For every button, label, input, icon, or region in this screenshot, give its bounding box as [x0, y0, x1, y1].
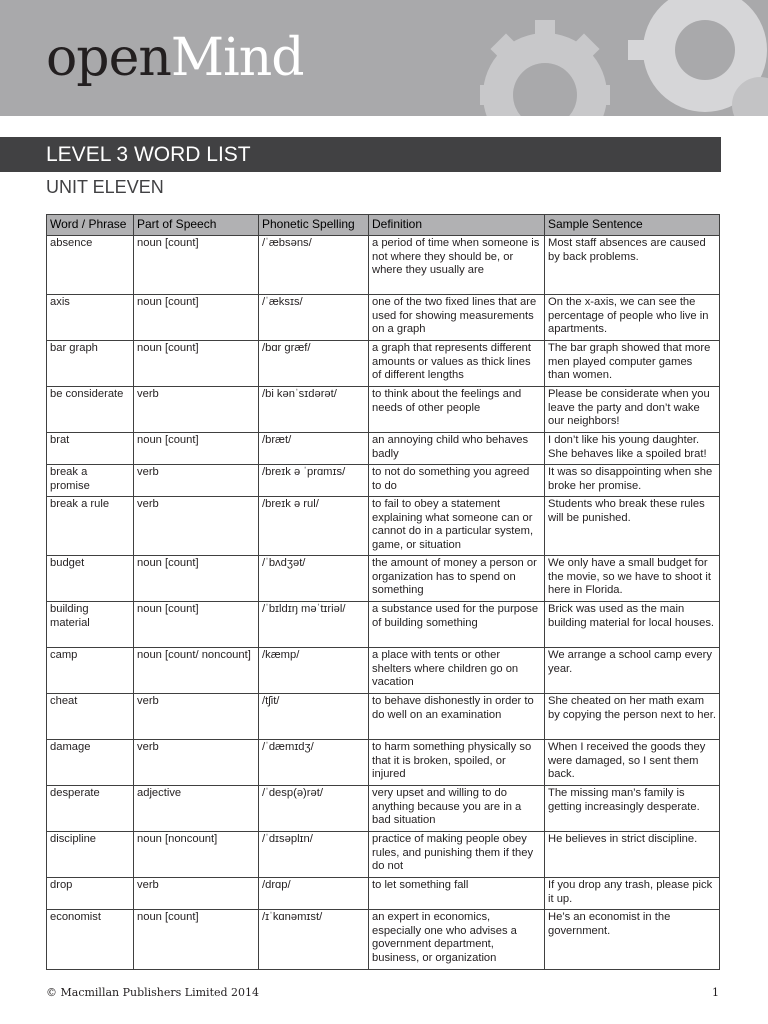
- phonetic-cell: /ˈdɪsəplɪn/: [259, 832, 369, 878]
- word-cell: damage: [47, 740, 134, 786]
- part-of-speech-cell: verb: [134, 878, 259, 910]
- definition-cell: an expert in economics, especially one who advises a government department, business, or organization: [369, 910, 545, 970]
- definition-cell: an annoying child who behaves badly: [369, 433, 545, 465]
- phonetic-cell: /bɑr græf/: [259, 341, 369, 387]
- word-cell: camp: [47, 648, 134, 694]
- word-cell: break a rule: [47, 497, 134, 556]
- page-number: 1: [712, 986, 719, 999]
- definition-cell: one of the two fixed lines that are used for showing measurements on a graph: [369, 295, 545, 341]
- definition-cell: a graph that represents different amounts or values as thick lines of different lengths: [369, 341, 545, 387]
- definition-cell: to harm something physically so that it is broken, spoiled, or injured: [369, 740, 545, 786]
- phonetic-cell: /ˈæksɪs/: [259, 295, 369, 341]
- phonetic-cell: /ɪˈkɑnəmɪst/: [259, 910, 369, 970]
- table-row: [47, 295, 720, 341]
- part-of-speech-cell: verb: [134, 497, 259, 556]
- word-cell: economist: [47, 910, 134, 970]
- definition-cell: to fail to obey a statement explaining what someone can or cannot do in a particular system, game, or situation: [369, 497, 545, 556]
- sample-sentence-cell: Most staff absences are caused by back problems.: [545, 236, 720, 295]
- word-cell: desperate: [47, 786, 134, 832]
- definition-cell: the amount of money a person or organization has to spend on something: [369, 556, 545, 602]
- word-cell: drop: [47, 878, 134, 910]
- sample-sentence-cell: If you drop any trash, please pick it up.: [545, 878, 720, 910]
- word-cell: absence: [47, 236, 134, 295]
- part-of-speech-cell: verb: [134, 465, 259, 497]
- unit-title: UNIT ELEVEN: [46, 177, 164, 197]
- phonetic-cell: /ˈbʌdʒət/: [259, 556, 369, 602]
- sample-sentence-cell: Please be considerate when you leave the party and don’t wake our neighbors!: [545, 387, 720, 433]
- definition-cell: practice of making people obey rules, and punishing them if they do not: [369, 832, 545, 878]
- word-cell: be considerate: [47, 387, 134, 433]
- word-cell: building material: [47, 602, 134, 648]
- part-of-speech-cell: noun [count/ noncount]: [134, 648, 259, 694]
- sample-sentence-cell: The missing man’s family is getting increasingly desperate.: [545, 786, 720, 832]
- sample-sentence-cell: When I received the goods they were damaged, so I sent them back.: [545, 740, 720, 786]
- phonetic-cell: /breɪk ə rul/: [259, 497, 369, 556]
- column-header: Sample Sentence: [545, 215, 720, 236]
- definition-cell: a period of time when someone is not where they should be, or where they usually are: [369, 236, 545, 295]
- sample-sentence-cell: He’s an economist in the government.: [545, 910, 720, 970]
- page-header: [0, 0, 768, 116]
- part-of-speech-cell: noun [count]: [134, 433, 259, 465]
- phonetic-cell: /bi kənˈsɪdərət/: [259, 387, 369, 433]
- column-header: Definition: [369, 215, 545, 236]
- phonetic-cell: /ˈbɪldɪŋ məˈtɪriəl/: [259, 602, 369, 648]
- table-row: [47, 878, 720, 910]
- phonetic-cell: /bræt/: [259, 433, 369, 465]
- table-row: [47, 910, 720, 970]
- sample-sentence-cell: On the x-axis, we can see the percentage of people who live in apartments.: [545, 295, 720, 341]
- sample-sentence-cell: We arrange a school camp every year.: [545, 648, 720, 694]
- definition-cell: to think about the feelings and needs of other people: [369, 387, 545, 433]
- definition-cell: very upset and willing to do anything because you are in a bad situation: [369, 786, 545, 832]
- table-row: [47, 786, 720, 832]
- table-row: [47, 694, 720, 740]
- sample-sentence-cell: He believes in strict discipline.: [545, 832, 720, 878]
- word-cell: budget: [47, 556, 134, 602]
- word-cell: brat: [47, 433, 134, 465]
- sample-sentence-cell: She cheated on her math exam by copying the person next to her.: [545, 694, 720, 740]
- part-of-speech-cell: noun [count]: [134, 341, 259, 387]
- table-row: [47, 387, 720, 433]
- definition-cell: a place with tents or other shelters where children go on vacation: [369, 648, 545, 694]
- part-of-speech-cell: verb: [134, 740, 259, 786]
- part-of-speech-cell: verb: [134, 694, 259, 740]
- word-list-table: [46, 214, 720, 970]
- phonetic-cell: /tʃit/: [259, 694, 369, 740]
- word-cell: cheat: [47, 694, 134, 740]
- part-of-speech-cell: adjective: [134, 786, 259, 832]
- table-header-row: [47, 215, 720, 236]
- column-header: Word / Phrase: [47, 215, 134, 236]
- sample-sentence-cell: Students who break these rules will be punished.: [545, 497, 720, 556]
- part-of-speech-cell: noun [count]: [134, 236, 259, 295]
- definition-cell: a substance used for the purpose of building something: [369, 602, 545, 648]
- column-header: Phonetic Spelling: [259, 215, 369, 236]
- sample-sentence-cell: I don’t like his young daughter. She behaves like a spoiled brat!: [545, 433, 720, 465]
- phonetic-cell: /kæmp/: [259, 648, 369, 694]
- part-of-speech-cell: verb: [134, 387, 259, 433]
- part-of-speech-cell: noun [count]: [134, 602, 259, 648]
- word-cell: break a promise: [47, 465, 134, 497]
- table-row: [47, 740, 720, 786]
- column-header: Part of Speech: [134, 215, 259, 236]
- part-of-speech-cell: noun [count]: [134, 910, 259, 970]
- table-row: [47, 236, 720, 295]
- phonetic-cell: /drɑp/: [259, 878, 369, 910]
- phonetic-cell: /ˈdæmɪdʒ/: [259, 740, 369, 786]
- sample-sentence-cell: It was so disappointing when she broke her promise.: [545, 465, 720, 497]
- word-cell: bar graph: [47, 341, 134, 387]
- openmind-logo: [46, 28, 304, 88]
- logo-mind: Mind: [170, 28, 304, 88]
- word-cell: axis: [47, 295, 134, 341]
- sample-sentence-cell: We only have a small budget for the movie, so we have to shoot it here in Florida.: [545, 556, 720, 602]
- definition-cell: to let something fall: [369, 878, 545, 910]
- part-of-speech-cell: noun [noncount]: [134, 832, 259, 878]
- phonetic-cell: /ˈæbsəns/: [259, 236, 369, 295]
- table-row: [47, 433, 720, 465]
- copyright-notice: © Macmillan Publishers Limited 2014: [46, 986, 260, 999]
- phonetic-cell: /ˈdesp(ə)rət/: [259, 786, 369, 832]
- logo-open: open: [46, 28, 171, 88]
- page-title: LEVEL 3 WORD LIST: [46, 143, 251, 166]
- phonetic-cell: /breɪk ə ˈprɑmɪs/: [259, 465, 369, 497]
- table-row: [47, 341, 720, 387]
- title-bar: [0, 137, 721, 172]
- table-row: [47, 602, 720, 648]
- word-cell: discipline: [47, 832, 134, 878]
- sample-sentence-cell: The bar graph showed that more men played computer games than women.: [545, 341, 720, 387]
- table-row: [47, 556, 720, 602]
- table-row: [47, 648, 720, 694]
- part-of-speech-cell: noun [count]: [134, 556, 259, 602]
- table-row: [47, 497, 720, 556]
- sample-sentence-cell: Brick was used as the main building material for local houses.: [545, 602, 720, 648]
- table-row: [47, 465, 720, 497]
- definition-cell: to not do something you agreed to do: [369, 465, 545, 497]
- definition-cell: to behave dishonestly in order to do well on an examination: [369, 694, 545, 740]
- part-of-speech-cell: noun [count]: [134, 295, 259, 341]
- table-row: [47, 832, 720, 878]
